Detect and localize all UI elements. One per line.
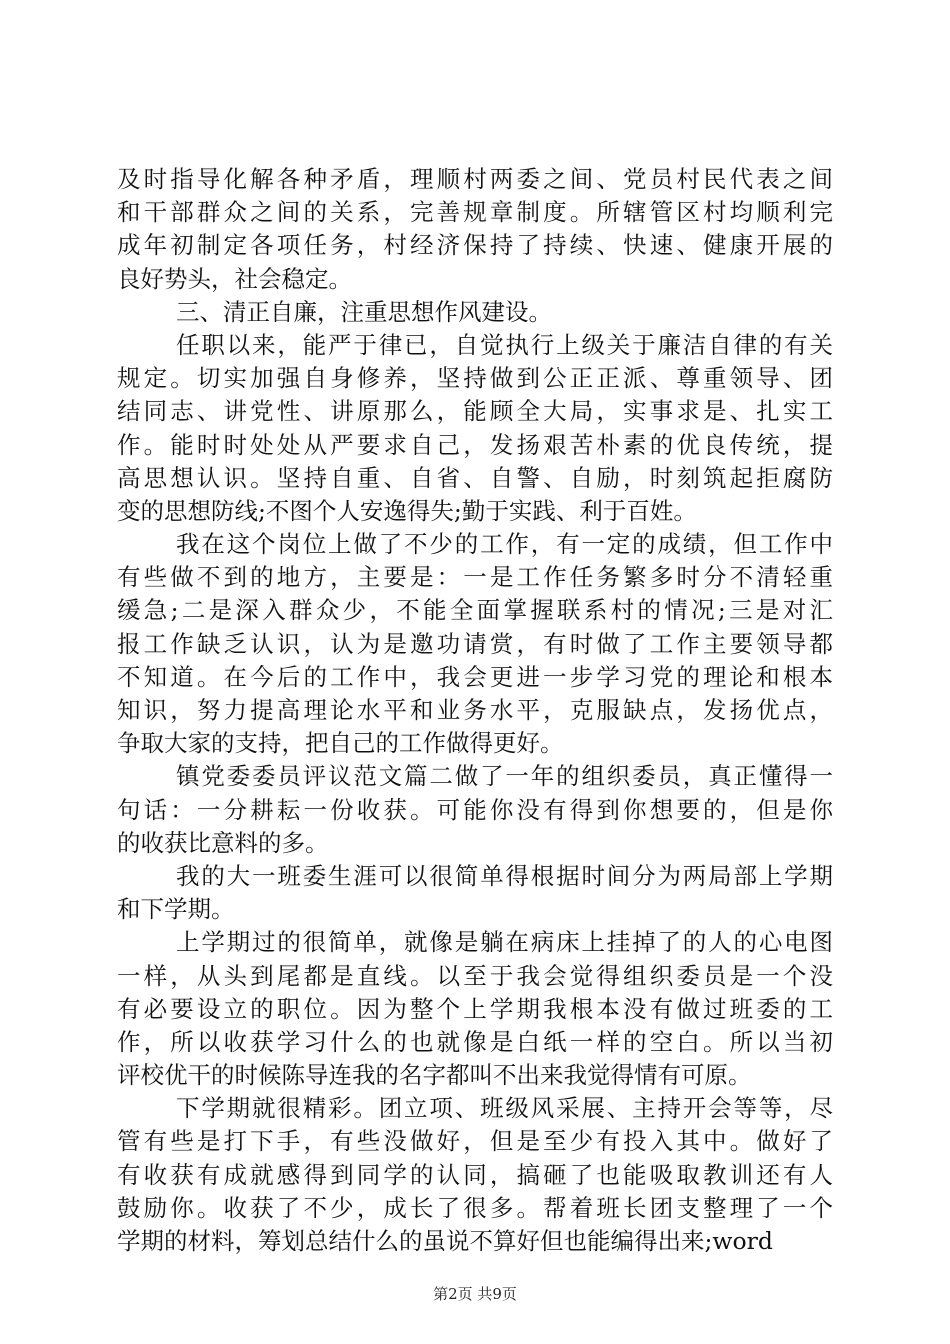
document-body [117,163,833,1258]
text-line: 规定。切实加强自身修养，坚持做到公正正派、尊重领导、团 [117,364,833,393]
text-line: 我在这个岗位上做了不少的工作，有一定的成绩，但工作中 [176,530,833,559]
text-line: 有些做不到的地方，主要是：一是工作任务繁多时分不清轻重 [117,563,833,592]
text-line: 成年初制定各项任务，村经济保持了持续、快速、健康开展的 [117,231,833,260]
paragraph [117,296,833,329]
text-line: 和下学期。 [117,895,235,924]
text-line: 管有些是打下手，有些没做好，但是至少有投入其中。做好了 [117,1127,833,1156]
text-line: 争取大家的支持，把自己的工作做得更好。 [117,729,564,758]
text-line: 有收获有成就感得到同学的认同，搞砸了也能吸取教训还有人 [117,1160,833,1189]
text-line: 一样，从头到尾都是直线。以至于我会觉得组织委员是一个没 [117,961,833,990]
text-line: 作，所以收获学习什么的也就像是白纸一样的空白。所以当初 [117,1027,833,1056]
text-line: 知识，努力提高理论水平和业务水平，克服缺点，发扬优点， [117,696,833,724]
paragraph [117,329,833,528]
paragraph [117,760,833,860]
text-line: 及时指导化解各种矛盾，理顺村两委之间、党员村民代表之间 [117,165,833,193]
text-line: 我的大一班委生涯可以很简单得根据时间分为两局部上学期 [176,861,833,890]
text-line: 不知道。在今后的工作中，我会更进一步学习党的理论和根本 [117,662,833,691]
text-line: 变的思想防线;不图个人安逸得失;勤于实践、利于百姓。 [117,496,697,525]
text-line: 评校优干的时候陈导连我的名字都叫不出来我觉得情有可原。 [117,1061,752,1090]
text-line: 镇党委委员评议范文篇二做了一年的组织委员，真正懂得一 [176,762,833,791]
text-line: 和干部群众之间的关系，完善规章制度。所辖管区村均顺利完 [117,198,833,227]
text-line: 良好势头，社会稳定。 [117,264,352,293]
text-line: 报工作缺乏认识，认为是邀功请赏，有时做了工作主要领导都 [117,629,833,658]
page-footer: 第2页 共9页 [433,1285,517,1303]
text-line: 上学期过的很简单，就像是躺在病床上挂掉了的人的心电图 [176,928,833,957]
text-line: 有必要设立的职位。因为整个上学期我根本没有做过班委的工 [117,994,833,1023]
paragraph [117,926,833,1092]
text-line: 句话：一分耕耘一份收获。可能你没有得到你想要的，但是你 [117,795,833,824]
text-line: 三、清正自廉，注重思想作风建设。 [176,297,552,326]
text-line: 作。能时时处处从严要求自己，发扬艰苦朴素的优良传统，提 [117,430,833,459]
text-line: 的收获比意料的多。 [117,828,329,857]
paragraph [117,163,833,296]
text-line: 学期的材料，筹划总结什么的虽说不算好但也能编得出来;word [117,1227,773,1255]
text-line: 缓急;二是深入群众少，不能全面掌握联系村的情况;三是对汇 [117,596,833,625]
text-line: 高思想认识。坚持自重、自省、自警、自励，时刻筑起拒腐防 [117,463,833,492]
paragraph [117,860,833,926]
text-line: 结同志、讲党性、讲原那么，能顾全大局，实事求是、扎实工 [117,397,833,426]
paragraph [117,528,833,760]
paragraph [117,1092,833,1258]
text-line: 下学期就很精彩。团立项、班级风采展、主持开会等等，尽 [176,1094,833,1123]
text-line: 鼓励你。收获了不少，成长了很多。帮着班长团支整理了一个 [117,1193,833,1222]
text-line: 任职以来，能严于律已，自觉执行上级关于廉洁自律的有关 [176,330,833,359]
